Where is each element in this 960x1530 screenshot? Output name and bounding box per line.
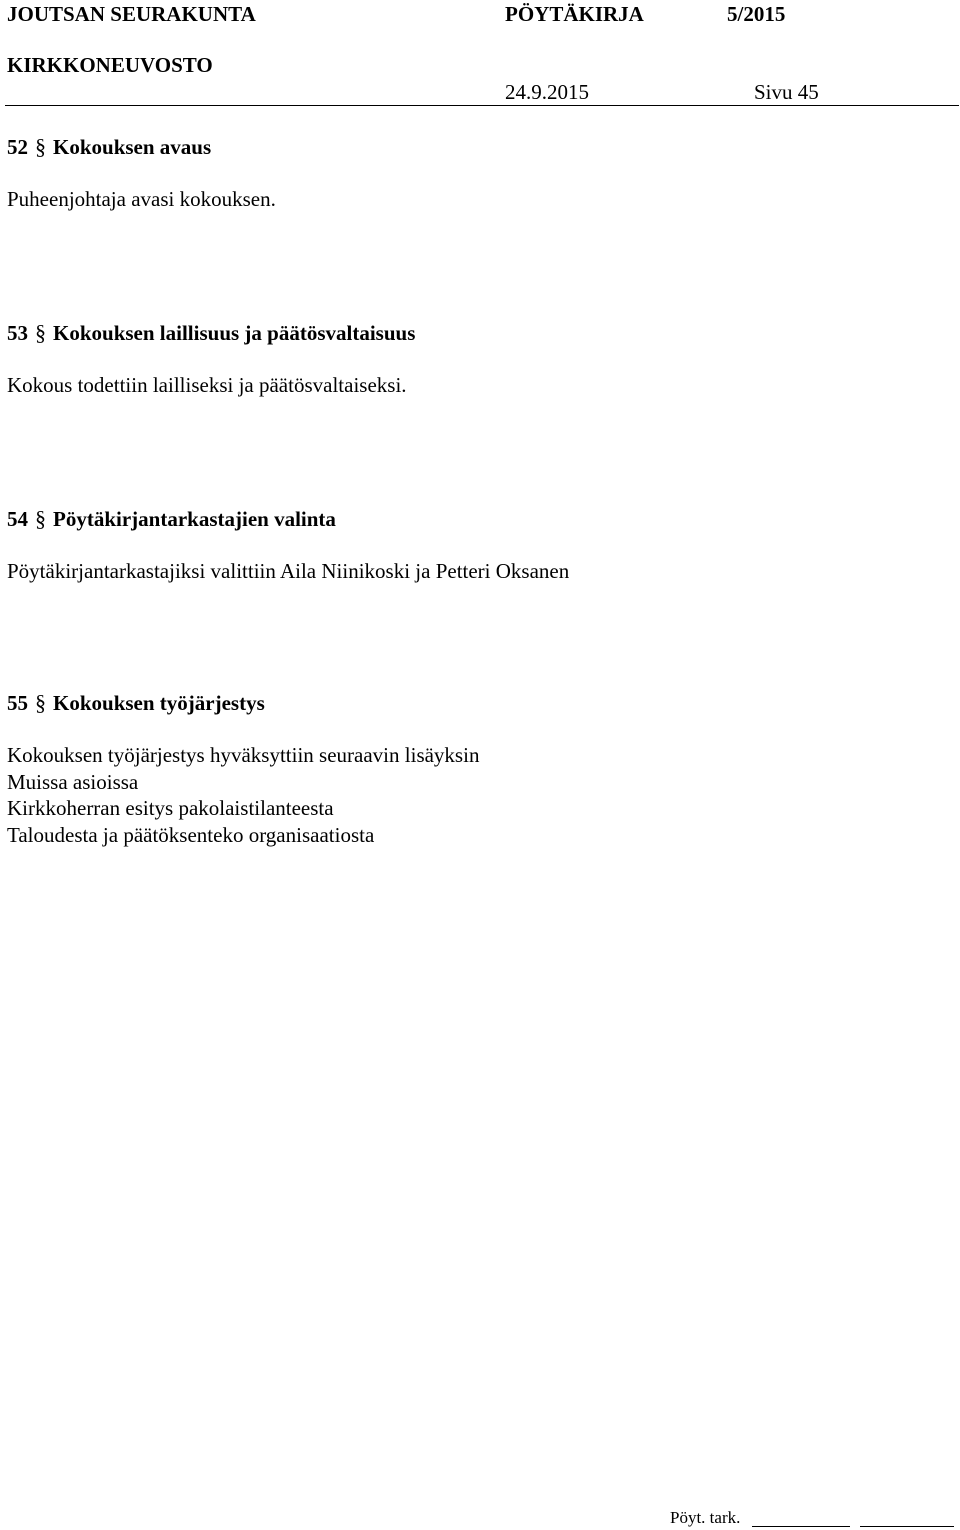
section-52 [7, 134, 276, 213]
section-body [7, 558, 569, 585]
body-line: Kokous todettiin lailliseksi ja päätösvaltaiseksi. [7, 373, 407, 397]
meeting-date: 24.9.2015 [505, 80, 589, 104]
section-heading: Kokouksen laillisuus ja päätösvaltaisuus [53, 321, 416, 345]
section-number: 53 [7, 321, 28, 345]
section-53 [7, 320, 415, 399]
body-line: Muissa asioissa [7, 769, 139, 794]
section-body [7, 372, 415, 399]
body-line: Pöytäkirjantarkastajiksi valittiin Aila Niinikoski ja Petteri Oksanen [7, 559, 570, 583]
section-heading: Pöytäkirjantarkastajien valinta [53, 507, 336, 531]
signature-line [752, 1526, 850, 1527]
page-number: Sivu 45 [754, 80, 819, 104]
section-number: 54 [7, 507, 28, 531]
document-number: 5/2015 [727, 2, 786, 26]
document-type: PÖYTÄKIRJA [505, 2, 644, 26]
body-name: KIRKKONEUVOSTO [7, 53, 213, 77]
section-heading: Kokouksen työjärjestys [53, 691, 265, 715]
section-number: 55 [7, 691, 28, 715]
section-title [7, 134, 276, 160]
body-line: Kokouksen työjärjestys hyväksyttiin seuraavin lisäyksin [7, 743, 480, 767]
section-title [7, 320, 415, 346]
section-body [7, 742, 479, 848]
paragraph-sign: § [35, 320, 46, 345]
section-title [7, 690, 479, 716]
paragraph-sign: § [35, 506, 46, 531]
section-number: 52 [7, 135, 28, 159]
paragraph-sign: § [35, 134, 46, 159]
section-body [7, 186, 276, 213]
section-54 [7, 506, 569, 585]
section-heading: Kokouksen avaus [53, 135, 212, 159]
organization-name: JOUTSAN SEURAKUNTA [7, 2, 256, 26]
section-55 [7, 690, 479, 848]
minutes-checkers-label: Pöyt. tark. [670, 1508, 741, 1527]
signature-line [860, 1526, 954, 1527]
body-line: Puheenjohtaja avasi kokouksen. [7, 187, 276, 211]
header-rule [5, 105, 959, 106]
paragraph-sign: § [35, 690, 46, 715]
body-line: Taloudesta ja päätöksenteko organisaatiosta [7, 822, 375, 847]
section-title [7, 506, 569, 532]
body-line: Kirkkoherran esitys pakolaistilanteesta [7, 796, 334, 820]
